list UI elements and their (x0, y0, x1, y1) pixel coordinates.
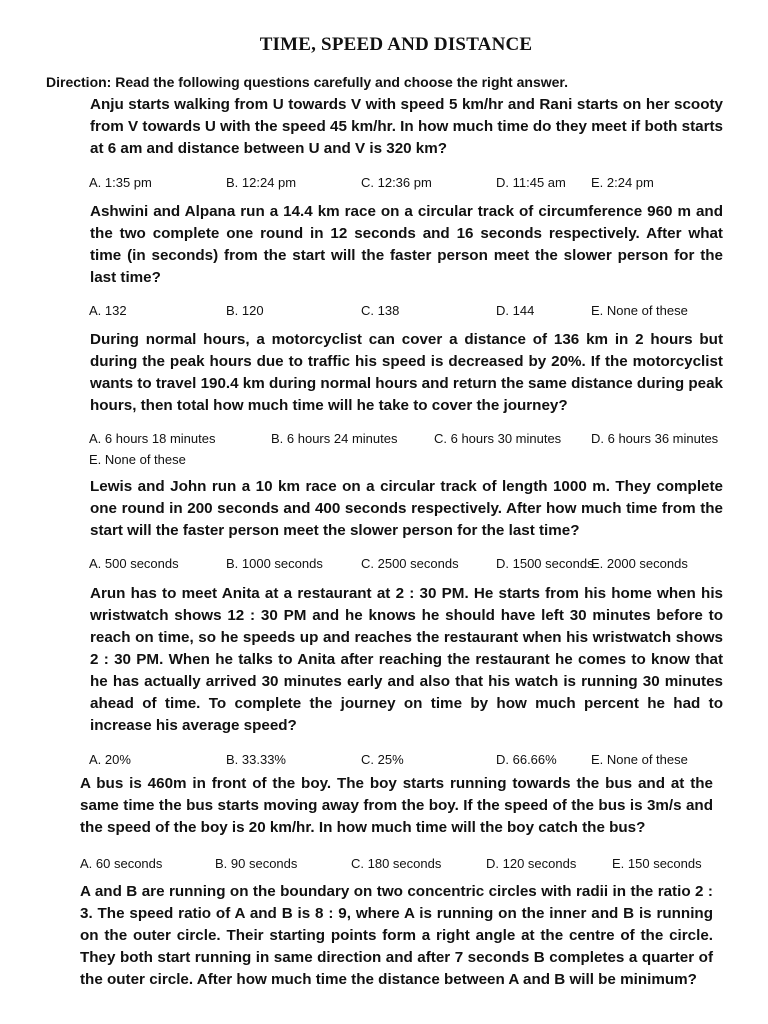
question-3-options (0, 431, 768, 451)
option: E. None of these (591, 303, 688, 318)
option: D. 66.66% (496, 752, 557, 767)
question-6-text: A bus is 460m in front of the boy. The boy starts running towards the bus and at the same time the bus starts moving away from the boy. If the speed of the bus is 3m/s and the speed of the boy is 20 km/hr. In how much time will the boy catch the bus? (80, 775, 713, 836)
option: B. 33.33% (226, 752, 286, 767)
option: A. 6 hours 18 minutes (89, 431, 216, 446)
question-6-options (0, 856, 768, 876)
question-1-options (0, 175, 768, 195)
option: C. 138 (361, 303, 400, 318)
option: E. None of these (591, 752, 688, 767)
option: B. 6 hours 24 minutes (271, 431, 398, 446)
option: D. 1500 seconds (496, 556, 594, 571)
option: B. 12:24 pm (226, 175, 297, 190)
option: E. 2:24 pm (591, 175, 654, 190)
question-3-option-e: E. None of these (89, 452, 186, 467)
question-7-text: A and B are running on the boundary on two concentric circles with radii in the ratio 2 : 3. The speed ratio of A and B is 8 : 9, where A is running on the inner and B is running on the outer circle. Their starting points form a right angle at the centre of the circle. They both start running in same direction and after 7 seconds B completes a quarter of the outer circle. After how much time the distance between A and B will be minimum? (80, 883, 713, 988)
question-2-text: Ashwini and Alpana run a 14.4 km race on a circular track of circumference 960 m and the two complete one round in 12 seconds and 16 seconds respectively. After what time (in seconds) from the start will the faster person meet the slower person for the last time? (90, 203, 723, 286)
page-title: TIME, SPEED AND DISTANCE (259, 34, 533, 55)
option: A. 132 (89, 303, 127, 318)
option: D. 120 seconds (486, 856, 577, 871)
option: A. 60 seconds (80, 856, 163, 871)
question-5-text: Arun has to meet Anita at a restaurant at 2 : 30 PM. He starts from his home when his wristwatch shows 12 : 30 PM and he knows he should have left 30 minutes before to reach on time, so he speeds up and reaches the restaurant when his wristwatch shows 2 : 30 PM. When he talks to Anita after reaching the restaurant he comes to know that he has actually arrived 30 minutes early and also that his watch is running 30 minutes ahead of time. To complete the journey on time by how much percent he had to increase his average speed? (90, 585, 723, 734)
option: D. 6 hours 36 minutes (591, 431, 719, 446)
option: E. 2000 seconds (591, 556, 688, 571)
question-1-text: Anju starts walking from U towards V with speed 5 km/hr and Rani starts on her scooty from V towards U with the speed 45 km/hr. In how much time do they meet if both starts at 6 am and distance between U and V is 320 km? (90, 96, 723, 157)
question-4-text: Lewis and John run a 10 km race on a circular track of length 1000 m. They complete one round in 200 seconds and 400 seconds respectively. After how much time from the start will the faster person meet the slower person for the last time? (90, 478, 723, 539)
option: C. 6 hours 30 minutes (434, 431, 562, 446)
question-3-text: During normal hours, a motorcyclist can cover a distance of 136 km in 2 hours but during the peak hours due to traffic his speed is decreased by 20%. If the motorcyclist wants to travel 190.4 km during normal hours and return the same distance during peak hours, then total how much time will he take to cover the journey? (90, 331, 723, 414)
question-2-options (0, 303, 768, 323)
question-5-options (0, 752, 768, 772)
option: B. 120 (226, 303, 264, 318)
option: C. 12:36 pm (361, 175, 432, 190)
option: A. 1:35 pm (89, 175, 152, 190)
directions-text: Direction: Read the following questions carefully and choose the right answer. (46, 74, 568, 90)
option: C. 2500 seconds (361, 556, 459, 571)
option: E. 150 seconds (612, 856, 702, 871)
question-4-options (0, 556, 768, 576)
option: C. 180 seconds (351, 856, 442, 871)
option: D. 144 (496, 303, 535, 318)
option: B. 1000 seconds (226, 556, 323, 571)
option: A. 20% (89, 752, 131, 767)
option: A. 500 seconds (89, 556, 179, 571)
option: C. 25% (361, 752, 404, 767)
option: B. 90 seconds (215, 856, 298, 871)
option: D. 11:45 am (496, 175, 566, 190)
